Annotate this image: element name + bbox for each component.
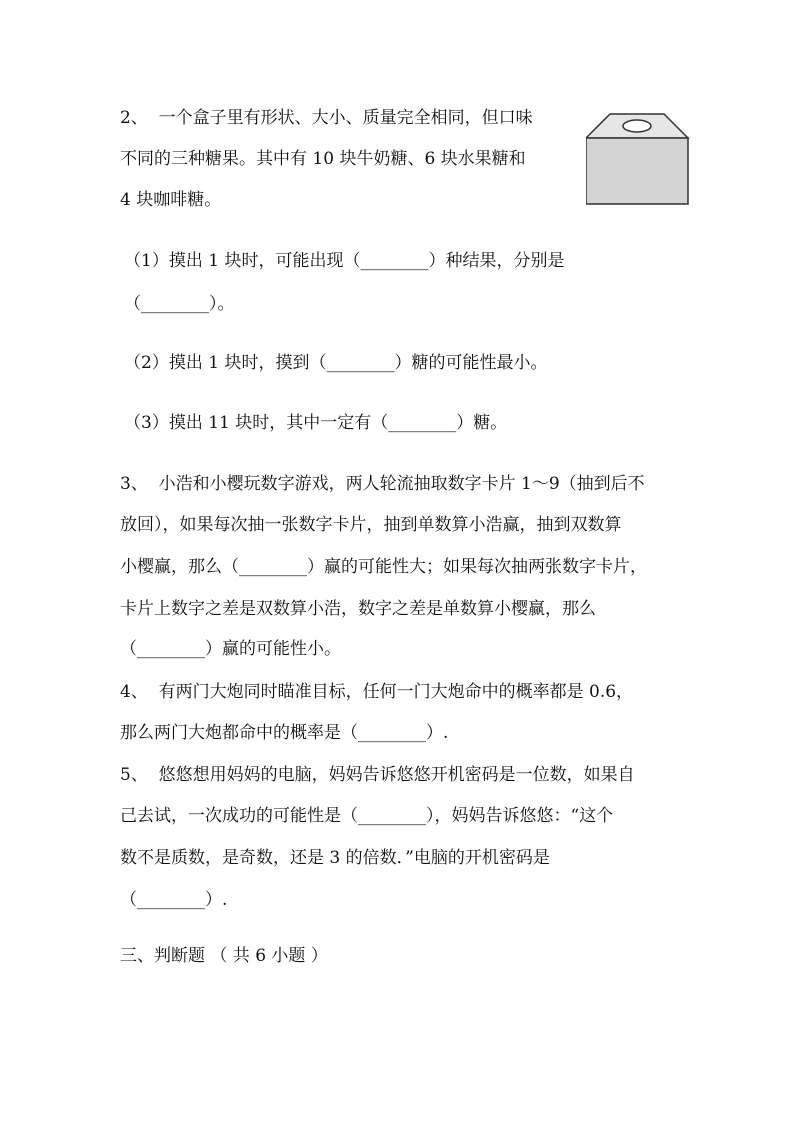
question-5-line-3: 数不是质数，是奇数，还是 3 的倍数．”电脑的开机密码是 (120, 848, 550, 868)
question-2-part-2: （2）摸出 1 块时，摸到（________）糖的可能性最小。 (124, 353, 548, 373)
question-3-line-5: （________）赢的可能性小。 (120, 639, 341, 659)
candy-box-icon (586, 112, 690, 206)
question-5-line-1: 5、 悠悠想用妈妈的电脑，妈妈告诉悠悠开机密码是一位数，如果自 (120, 765, 635, 785)
question-2-line-3: 4 块咖啡糖。 (120, 190, 222, 210)
question-4-line-1: 4、 有两门大炮同时瞄准目标，任何一门大炮命中的概率都是 0.6， (120, 682, 634, 702)
question-3-line-2: 放回），如果每次抽一张数字卡片，抽到单数算小浩赢，抽到双数算 (120, 515, 622, 535)
question-5-line-4: （________）. (120, 890, 228, 910)
question-5-line-2: 己去试，一次成功的可能性是（________），妈妈告诉悠悠：“这个 (120, 806, 614, 826)
question-4-line-2: 那么两门大炮都命中的概率是（________）. (120, 723, 449, 743)
section-heading: 三、判断题 （ 共 6 小题 ） (120, 946, 328, 966)
question-2-part-3: （3）摸出 11 块时，其中一定有（________）糖。 (124, 413, 508, 433)
question-3-line-3: 小樱赢，那么（________）赢的可能性大；如果每次抽两张数字卡片， (120, 557, 647, 577)
question-2-line-2: 不同的三种糖果。其中有 10 块牛奶糖、6 块水果糖和 (120, 149, 526, 169)
question-2-part-1-line-2: （________）。 (124, 294, 235, 314)
question-2-line-1: 2、 一个盒子里有形状、大小、质量完全相同，但口味 (120, 108, 533, 128)
question-2-part-1-line-1: （1）摸出 1 块时，可能出现（________）种结果，分别是 (124, 251, 565, 271)
question-3-line-4: 卡片上数字之差是双数算小浩，数字之差是单数算小樱赢，那么 (120, 599, 596, 619)
question-3-line-1: 3、 小浩和小樱玩数字游戏，两人轮流抽取数字卡片 1～9（抽到后不 (120, 474, 645, 494)
